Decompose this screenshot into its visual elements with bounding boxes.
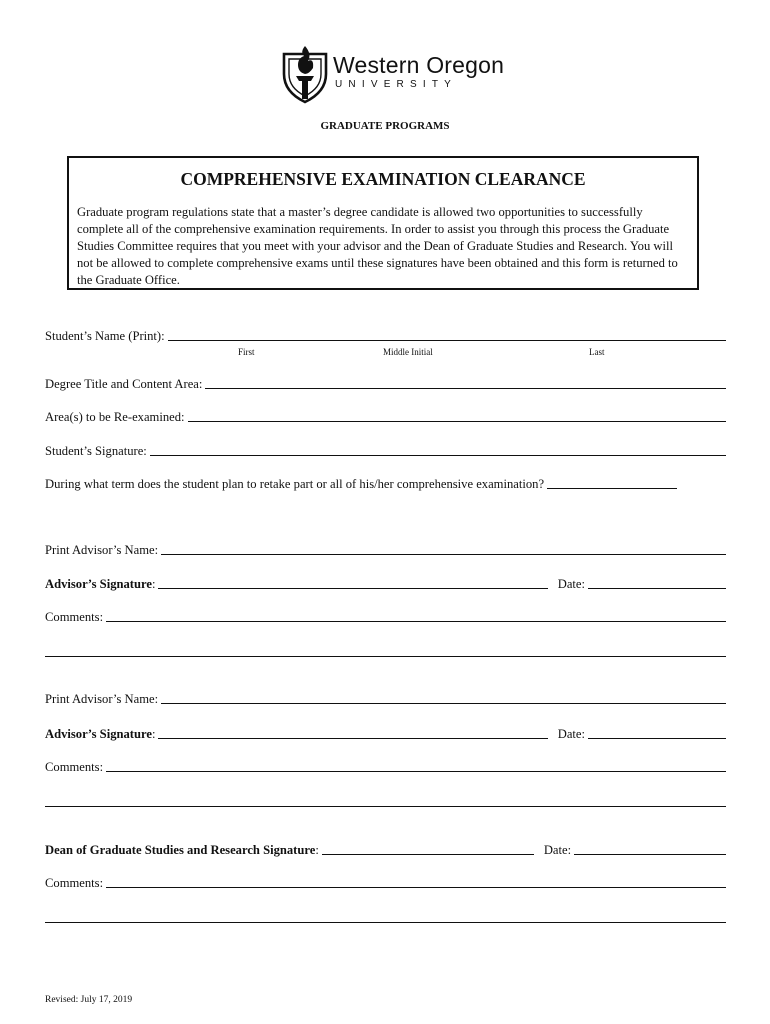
- advisor1-signature-field[interactable]: [158, 588, 547, 589]
- reexam-field[interactable]: [188, 421, 726, 422]
- torch-shield-icon: [281, 44, 329, 104]
- advisor2-comments-row: [45, 759, 726, 775]
- student-signature-label: Student’s Signature:: [45, 444, 147, 458]
- first-name-caption: First: [238, 347, 255, 357]
- dean-date-field[interactable]: [574, 854, 726, 855]
- dean-signature-row: [45, 842, 726, 858]
- retake-term-label: During what term does the student plan to retake part or all of his/her comprehensive examination?: [45, 477, 545, 491]
- advisor2-comments-label: Comments:: [45, 760, 104, 774]
- advisor1-name-label: Print Advisor’s Name:: [45, 543, 159, 557]
- advisor2-signature-field[interactable]: [158, 738, 547, 739]
- notice-text: Graduate program regulations state that a master’s degree candidate is allowed two opportunities to successfully complete all of the comprehensive examination requirements. In order to assist you through this process the Graduate Studies Committee requires that you meet with your advisor and the Dean of Graduate Studies and Research. You will not be allowed to complete comprehensive exams until these signatures have been obtained and this form is returned to the Graduate Office.: [77, 205, 678, 287]
- dean-signature-field[interactable]: [322, 854, 534, 855]
- advisor1-signature-row: [45, 576, 726, 592]
- advisor2-date-label: Date:: [557, 727, 585, 741]
- advisor1-comments-line-2[interactable]: [45, 656, 726, 657]
- advisor2-name-row: [45, 691, 726, 707]
- degree-row: [45, 376, 726, 392]
- logo-wordmark: Western Oregon: [333, 52, 505, 78]
- advisor1-comments-field[interactable]: [106, 621, 726, 622]
- advisor1-signature-label: Advisor’s Signature: [45, 577, 152, 591]
- advisor2-comments-line-2[interactable]: [45, 806, 726, 807]
- university-logo: [281, 44, 505, 104]
- retake-term-field[interactable]: [547, 488, 677, 489]
- reexam-row: [45, 409, 726, 425]
- advisor2-name-label: Print Advisor’s Name:: [45, 692, 159, 706]
- advisor1-signature-colon: :: [151, 577, 156, 591]
- advisor1-comments-row: [45, 609, 726, 625]
- dean-comments-line-2[interactable]: [45, 922, 726, 923]
- advisor1-name-row: [45, 542, 726, 558]
- logo-subtitle: UNIVERSITY: [335, 79, 458, 90]
- advisor1-comments-label: Comments:: [45, 610, 104, 624]
- degree-label: Degree Title and Content Area:: [45, 377, 203, 391]
- advisor2-signature-colon: :: [151, 727, 156, 741]
- form-title: COMPREHENSIVE EXAMINATION CLEARANCE: [180, 169, 586, 189]
- dean-signature-label: Dean of Graduate Studies and Research Signature: [45, 843, 316, 857]
- advisor2-signature-row: [45, 726, 726, 742]
- advisor1-date-field[interactable]: [588, 588, 726, 589]
- student-signature-field[interactable]: [150, 455, 726, 456]
- program-heading: GRADUATE PROGRAMS: [320, 120, 450, 132]
- degree-field[interactable]: [205, 388, 726, 389]
- dean-comments-label: Comments:: [45, 876, 104, 890]
- student-name-label: Student’s Name (Print):: [45, 329, 165, 343]
- student-name-row: [45, 328, 726, 344]
- student-signature-row: [45, 443, 726, 459]
- reexam-label: Area(s) to be Re-examined:: [45, 410, 185, 424]
- revision-date: Revised: July 17, 2019: [45, 995, 133, 1005]
- advisor1-date-label: Date:: [557, 577, 585, 591]
- advisor2-name-field[interactable]: [161, 703, 726, 704]
- dean-signature-colon: :: [315, 843, 319, 857]
- advisor2-signature-label: Advisor’s Signature: [45, 727, 152, 741]
- student-name-field[interactable]: [168, 340, 726, 341]
- advisor1-name-field[interactable]: [161, 554, 726, 555]
- dean-comments-row: [45, 875, 726, 891]
- last-name-caption: Last: [589, 347, 605, 357]
- retake-term-row: [45, 476, 726, 492]
- advisor2-date-field[interactable]: [588, 738, 726, 739]
- dean-date-label: Date:: [543, 843, 572, 857]
- middle-initial-caption: Middle Initial: [383, 347, 433, 357]
- notice-box: [67, 156, 699, 290]
- dean-comments-field[interactable]: [106, 887, 726, 888]
- advisor2-comments-field[interactable]: [106, 771, 726, 772]
